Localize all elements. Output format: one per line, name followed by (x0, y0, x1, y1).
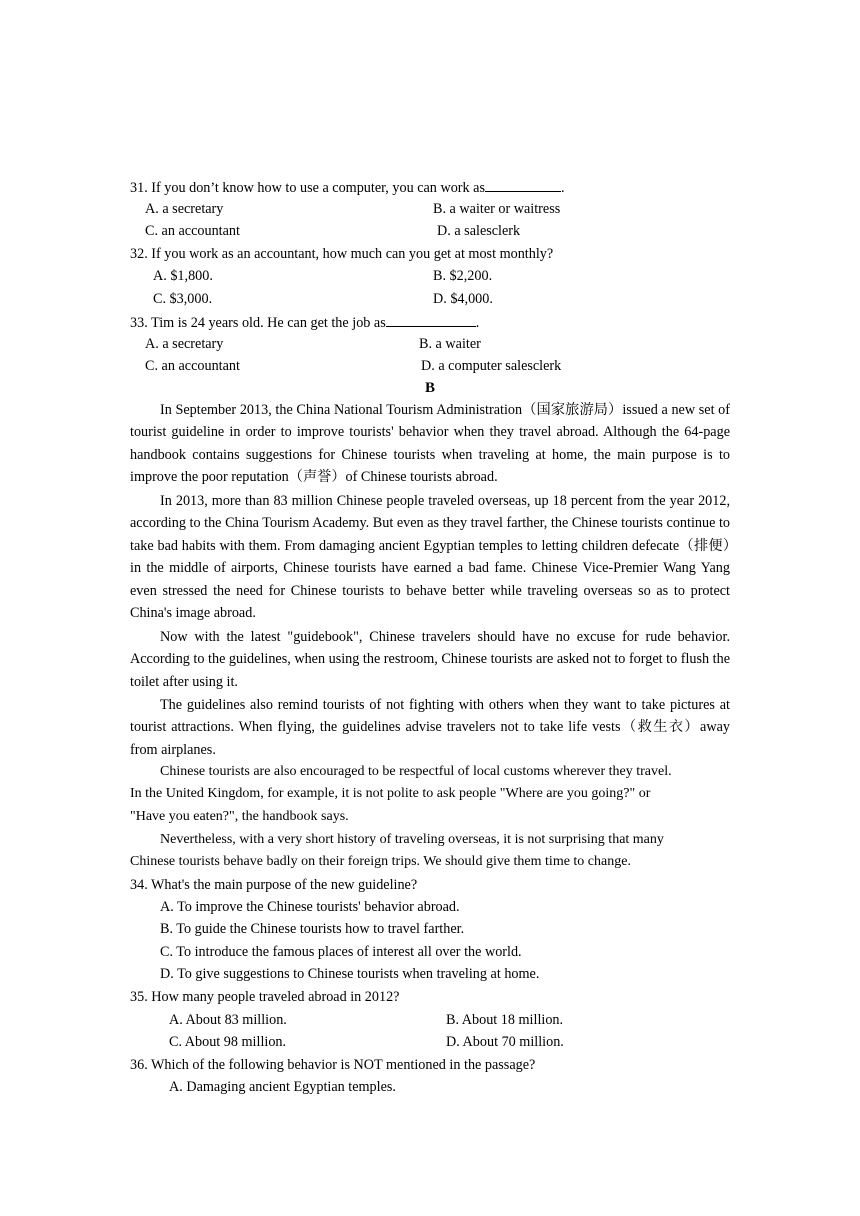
passage-paragraph-1: In September 2013, the China National Tourism Administration（国家旅游局）issued a new set of tourist guideline in order to improve tourists' behavior when they travel abroad. Although the 64-page handbook contains suggestions for Chinese tourists when traveling at home, the main purpose is to improve the poor reputation（声誉）of Chinese tourists abroad. (130, 402, 730, 486)
question-31-end: . (560, 180, 565, 196)
passage-paragraph-5: Chinese tourists are also encouraged to be respectful of local customs wherever they travel. (160, 764, 672, 779)
option-34-c: C. To introduce the famous places of interest all over the world. (160, 944, 522, 960)
option-31-c: C. an accountant (145, 223, 240, 239)
option-33-d: D. a computer salesclerk (421, 358, 562, 374)
question-32-stem: 32. If you work as an accountant, how much can you get at most monthly? (130, 246, 554, 262)
option-31-a: A. a secretary (145, 201, 224, 217)
option-34-d: D. To give suggestions to Chinese tourists when traveling at home. (160, 966, 540, 982)
answer-blank (485, 177, 561, 192)
question-34-stem: 34. What's the main purpose of the new guideline? (130, 877, 418, 893)
passage-paragraph-3: Now with the latest "guidebook", Chinese travelers should have no excuse for rude behavior. According to the guidelines, when using the restroom, Chinese tourists are asked not to forget to flush the toilet after using it. (130, 629, 730, 690)
option-33-b: B. a waiter (419, 336, 481, 352)
option-32-d: D. $4,000. (433, 291, 493, 307)
option-31-d: D. a salesclerk (437, 223, 521, 239)
passage-paragraph-2: In 2013, more than 83 million Chinese people traveled overseas, up 18 percent from the year 2012, according to the China Tourism Academy. But even as they travel farther, the Chinese tourists continue to take bad habits with them. From damaging ancient Egyptian temples to letting children defecate（排便）in the middle of airports, Chinese tourists have earned a bad fame. Chinese Vice-Premier Wang Yang even stressed the need for Chinese tourists to behave better while traveling overseas so as to protect China's image abroad. (130, 493, 730, 622)
option-33-c: C. an accountant (145, 358, 240, 374)
option-31-b: B. a waiter or waitress (433, 201, 561, 217)
section-b-heading: B (424, 380, 435, 396)
passage-paragraph-5-line-3: "Have you eaten?", the handbook says. (130, 809, 349, 824)
question-36-stem: 36. Which of the following behavior is NOT mentioned in the passage? (130, 1057, 536, 1073)
option-34-b: B. To guide the Chinese tourists how to travel farther. (160, 921, 465, 937)
passage-paragraph-4: The guidelines also remind tourists of not fighting with others when they want to take pictures at tourist attractions. When flying, the guidelines advise travelers not to take life vests（救生衣）away from airplanes. (130, 697, 730, 758)
option-32-c: C. $3,000. (153, 291, 213, 307)
question-33-stem (130, 312, 479, 333)
option-35-c: C. About 98 million. (169, 1034, 287, 1050)
question-31-stem (130, 177, 565, 198)
option-35-a: A. About 83 million. (169, 1012, 287, 1028)
passage-paragraph-6-line-2: Chinese tourists behave badly on their foreign trips. We should give them time to change. (130, 854, 631, 869)
option-32-a: A. $1,800. (153, 268, 213, 284)
question-33-end: . (475, 315, 480, 331)
question-35-stem: 35. How many people traveled abroad in 2012? (130, 989, 400, 1005)
option-35-d: D. About 70 million. (446, 1034, 564, 1050)
option-33-a: A. a secretary (145, 336, 224, 352)
passage-paragraph-6: Nevertheless, with a very short history of traveling overseas, it is not surprising that many (160, 832, 664, 847)
question-31-text: 31. If you don’t know how to use a computer, you can work as (130, 180, 485, 196)
option-32-b: B. $2,200. (433, 268, 493, 284)
option-35-b: B. About 18 million. (446, 1012, 564, 1028)
option-36-a: A. Damaging ancient Egyptian temples. (169, 1079, 396, 1095)
option-34-a: A. To improve the Chinese tourists' behavior abroad. (160, 899, 460, 915)
passage-paragraph-5-line-2: In the United Kingdom, for example, it is not polite to ask people "Where are you going?" or (130, 786, 651, 801)
question-33-text: 33. Tim is 24 years old. He can get the job as (130, 315, 386, 331)
answer-blank (386, 312, 476, 327)
